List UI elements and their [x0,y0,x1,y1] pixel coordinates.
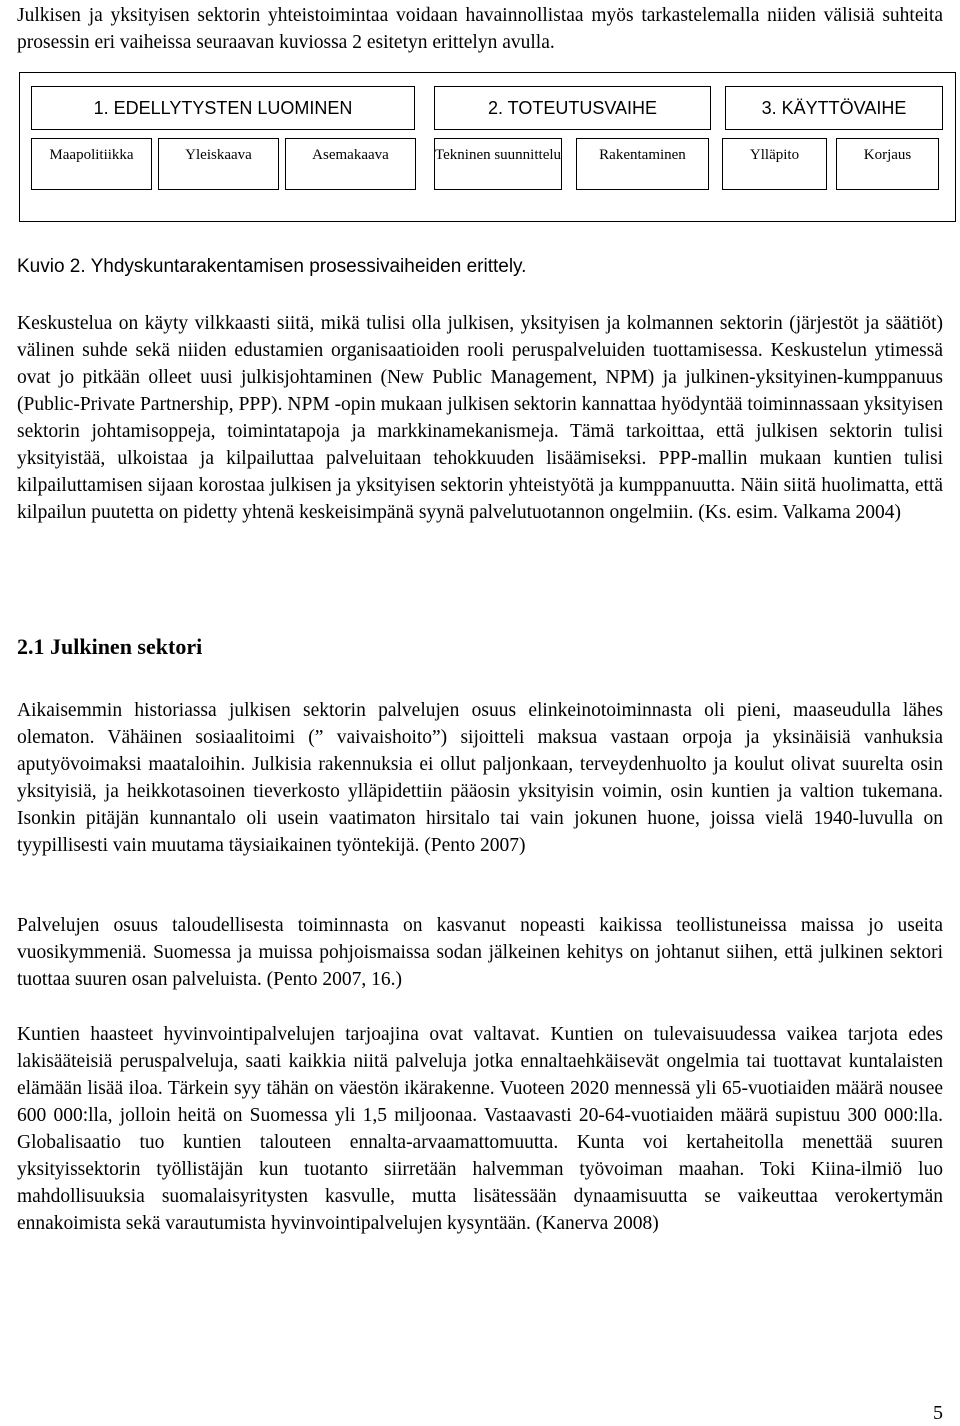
step-korjaus: Korjaus [836,138,939,190]
step-yleiskaava: Yleiskaava [158,138,279,190]
phase-1-box: 1. EDELLYTYSTEN LUOMINEN [31,86,415,130]
step-rakentaminen: Rakentaminen [576,138,709,190]
page-number: 5 [933,1402,943,1424]
intro-paragraph: Julkisen ja yksityisen sektorin yhteistoimintaa voidaan havainnollistaa myös tarkastelemalla niiden välisiä suhteita prosessin eri vaiheissa seuraavan kuviossa 2 esitetyn erittelyn avulla. [17,5,943,53]
phase-2-box: 2. TOTEUTUSVAIHE [434,86,711,130]
step-tekninen-suunnittelu: Tekninen suunnittelu [434,138,562,190]
step-maapolitiikka: Maapolitiikka [31,138,152,190]
process-diagram [19,72,956,222]
phase-3-box: 3. KÄYTTÖVAIHE [725,86,943,130]
step-yllapito: Ylläpito [722,138,827,190]
paragraph-npm: Keskustelua on käyty vilkkaasti siitä, mikä tulisi olla julkisen, yksityisen ja kolmannen sektorin (järjestöt ja säätiöt) välinen suhde sekä niiden edustamien organisaatioiden rooli peruspalveluiden tuottamisessa. Keskustelun ytimessä ovat jo pitkään olleet uusi julkisjohtaminen (New Public Management, NPM) ja julkinen-yksityinen-kumppanuus (Public-Private Partnership, PPP). NPM -opin mukaan julkisen sektorin kannattaa hyödyntää toiminnassaan yksityisen sektorin johtamisoppeja, toimintatapoja ja markkinamekanismeja. Tämä tarkoittaa, että julkisen sektorin tulisi yksityistää, ulkoistaa ja kilpailuttaa palveluitaan tehokkuuden lisäämiseksi. PPP-mallin mukaan kuntien tulisi kilpailuttamisen sijaan korostaa julkisen ja yksityisen sektorin yhteistyötä ja kumppanuutta. Näin siitä huolimatta, että kilpailun puutetta on pidetty yhtenä keskeisimpänä syynä palvelutuotannon ongelmiin. (Ks. esim. Valkama 2004) [17,313,943,523]
paragraph-history: Aikaisemmin historiassa julkisen sektorin palvelujen osuus elinkeinotoiminnasta oli pieni, maaseudulla lähes olematon. Vähäinen sosiaalitoimi (” vaivaishoito”) sijoitteli maksua vastaan orpoja ja yksinäisiä vanhuksia aputyövoimaksi maataloihin. Julkisia rakennuksia ei ollut paljonkaan, terveydenhuolto ja koulut olivat suurelta osin yksityisiä, ja heikkotasoinen tieverkosto ylläpidettiin pääosin yksityisin voimin, osin kuntien ja valtion tukemana. Isonkin pitäjän kunnantalo oli usein vaatimaton hirsitalo tai vain jokunen huone, joissa vielä 1940-luvulla on tyypillisesti vain muutama täysiaikainen työntekijä. (Pento 2007) [17,700,943,856]
step-asemakaava: Asemakaava [285,138,416,190]
section-heading: 2.1 Julkinen sektori [17,634,203,659]
paragraph-challenges: Kuntien haasteet hyvinvointipalvelujen tarjoajina ovat valtavat. Kuntien on tulevaisuudessa vaikea tarjota edes lakisääteisiä peruspalveluja, saati kaikkia niitä palveluja jotka ennaltaehkäisevät ongelmia tai tuottavat kuntalaisten elämään lisää iloa. Tärkein syy tähän on väestön ikärakenne. Vuoteen 2020 mennessä yli 65-vuotiaiden määrä nousee 600 000:lla, jolloin heitä on Suomessa yli 1,5 miljoonaa. Vastaavasti 20-64-vuotiaiden määrä supistuu 300 000:lla. Globalisaatio tuo kuntien talouteen ennalta-arvaamattomuutta. Kunta voi kertaheitolla menettää suuren yksityissektorin työllistäjän kun tuotanto siirretään halvemman työvoiman maahan. Toki Kiina-ilmiö luo mahdollisuuksia suomalaisyritysten kasvulle, mutta lisätessään dynaamisuutta se vaikeuttaa verokertymän ennakoimista sekä varautumista hyvinvointipalvelujen kysyntään. (Kanerva 2008) [17,1024,943,1234]
paragraph-services: Palvelujen osuus taloudellisesta toiminnasta on kasvanut nopeasti kaikissa teollistuneissa maissa jo useita vuosikymmeniä. Suomessa ja muissa pohjoismaissa sodan jälkeinen kehitys on johtanut siihen, että julkinen sektori tuottaa suuren osan palveluista. (Pento 2007, 16.) [17,915,943,990]
figure-caption: Kuvio 2. Yhdyskuntarakentamisen prosessivaiheiden erittely. [17,256,527,277]
